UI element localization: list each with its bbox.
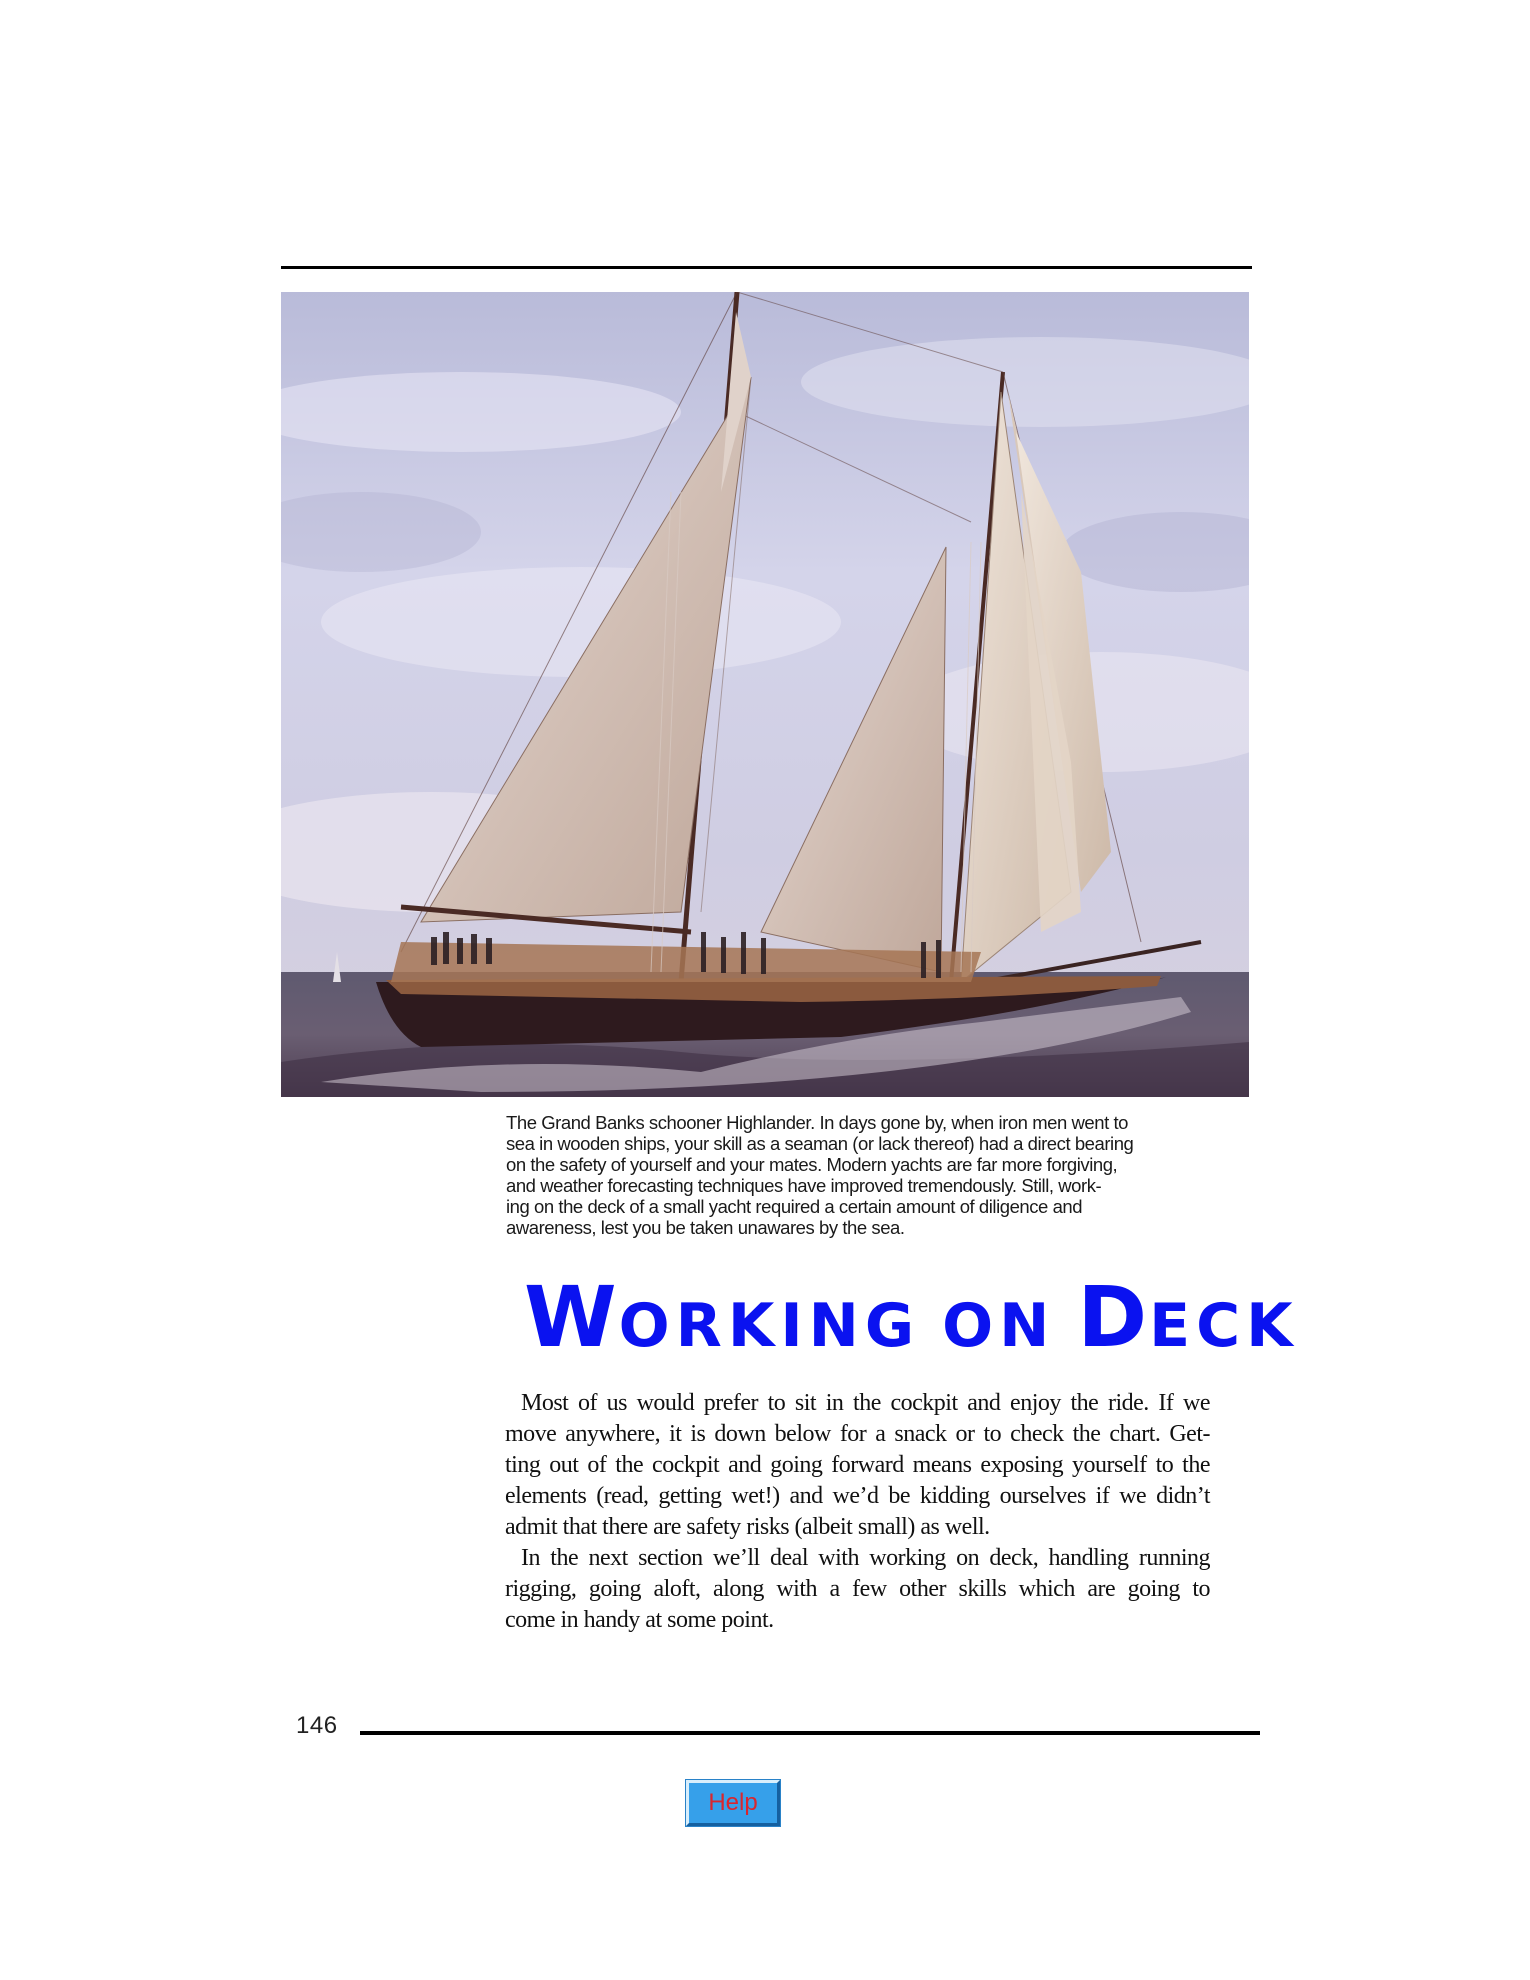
paragraph-2 — [505, 1543, 1210, 1636]
caption-line: on the safety of yourself and your mates. Modern yachts are far more forgiving, — [506, 1154, 1118, 1175]
caption-line: sea in wooden ships, your skill as a seaman (or lack thereof) had a direct bearing — [506, 1133, 1134, 1154]
body-line: In the next section we’ll deal with working on deck, handling running — [521, 1545, 1210, 1571]
top-rule — [281, 266, 1252, 269]
section-title — [524, 1268, 1299, 1380]
schooner-photo — [281, 292, 1249, 1097]
title-word-deck-rest: ECK — [1149, 1291, 1299, 1361]
help-button[interactable]: Help — [686, 1780, 780, 1826]
body-line: ting out of the cockpit and going forward means exposing yourself to the — [505, 1452, 1210, 1478]
body-text — [505, 1388, 1210, 1636]
caption-line: and weather forecasting techniques have improved tremendously. Still, work- — [506, 1175, 1102, 1196]
bottom-rule — [360, 1731, 1260, 1735]
caption-line: ing on the deck of a small yacht required a certain amount of diligence and — [506, 1196, 1083, 1217]
title-initial-w: W — [524, 1268, 619, 1366]
body-line: come in handy at some point. — [505, 1607, 774, 1633]
photo-caption — [506, 1112, 1206, 1238]
body-line: rigging, going aloft, along with a few other skills which are going to — [505, 1576, 1210, 1602]
title-initial-d: D — [1077, 1268, 1150, 1366]
title-word-working-rest: ORKING — [618, 1291, 921, 1361]
page-number: 146 — [296, 1712, 338, 1739]
body-line: admit that there are safety risks (albeit small) as well. — [505, 1514, 990, 1540]
caption-line: awareness, lest you be taken unawares by the sea. — [506, 1217, 905, 1238]
title-word-on: ON — [942, 1291, 1056, 1361]
body-line: elements (read, getting wet!) and we’d be kidding ourselves if we didn’t — [505, 1483, 1210, 1509]
body-line: move anywhere, it is down below for a snack or to check the chart. Get- — [505, 1421, 1210, 1447]
schooner-illustration — [281, 292, 1249, 1097]
body-line: Most of us would prefer to sit in the cockpit and enjoy the ride. If we — [521, 1390, 1210, 1416]
caption-line: The Grand Banks schooner Highlander. In days gone by, when iron men went to — [506, 1112, 1129, 1133]
paragraph-1 — [505, 1388, 1210, 1543]
